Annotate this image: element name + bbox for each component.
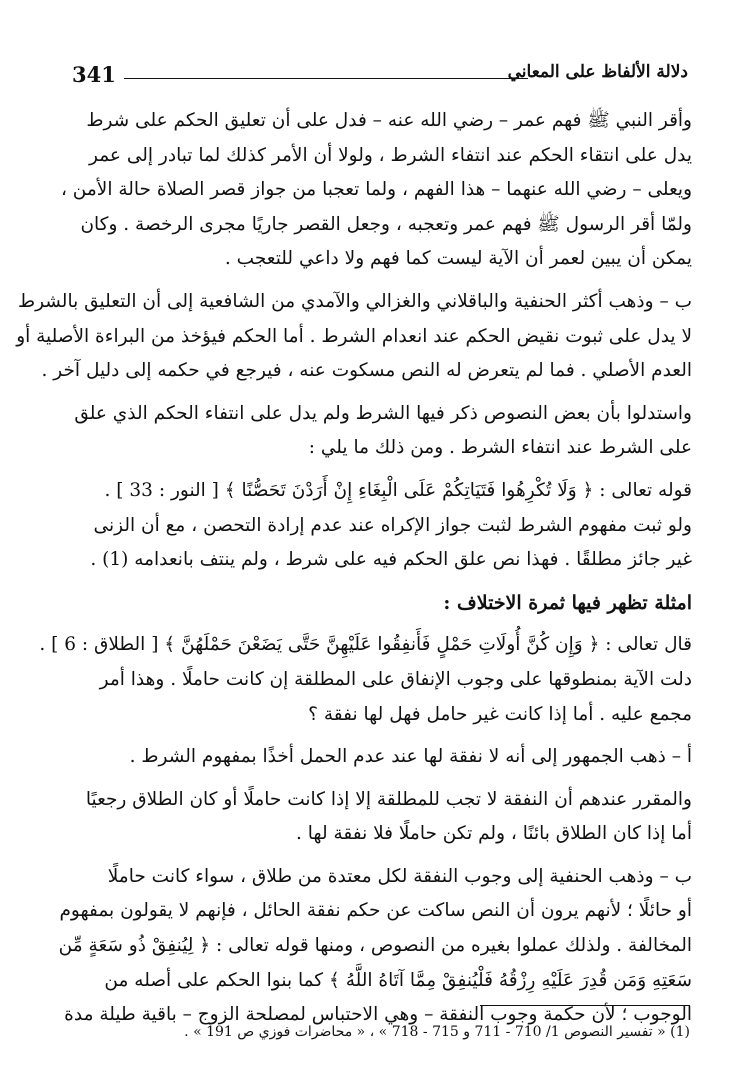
text-line: العدم الأصلي . فما لم يتعرض له النص مسكوت عنه ، فيرجع في حكمه إلى دليل آخر . [41,360,692,382]
text-line: مجمع عليه . أما إذا كانت غير حامل فهل لها نفقة ؟ [308,703,692,725]
paragraph-gap [70,852,692,860]
footnote: (1) « تفسير النصوص 1/ 710 - 711 و 715 - 718 » ، « محاضرات فوزي ص 191 » . [184,1024,690,1040]
quran-verse-line: قال تعالى : ﴿ وَإِن كُنَّ أُولَاتِ حَمْلٍ فَأَنفِقُوا عَلَيْهِنَّ حَتَّى يَضَعْنَ حَمْلَهُنَّ ﴾ [ الطلاق : 6 ] . [39,634,692,656]
text-line: على الشرط عند انتفاء الشرط . ومن ذلك ما يلي : [308,437,692,459]
text-line: يمكن أن يبين لعمر أن الآية ليست كما فهم ولا داعي للتعجب . [224,248,692,270]
footnote-rule [480,1005,690,1006]
text-line: يدل على انتقاء الحكم عند انتفاء الشرط ، ولولا أن الأمر كذلك لما تبادر إلى عمر [89,144,692,166]
paragraph-gap [70,389,692,397]
page-body [16,104,692,1033]
text-line: واستدلوا بأن بعض النصوص ذكر فيها الشرط ولم يدل على انتفاء الحكم الذي علق [74,402,692,424]
text-line: دلت الآية بمنطوقها على وجوب الإنفاق على المطلقة إن كانت حاملًا . وهذا أمر [99,668,692,690]
text-line: أ – ذهب الجمهور إلى أنه لا نفقة لها عند عدم الحمل أخذًا بمفهوم الشرط . [129,746,692,768]
text-line: والمقرر عندهم أن النفقة لا تجب للمطلقة إلا إذا كانت حاملًا أو كان الطلاق رجعيًا [85,788,692,810]
paragraph-gap [70,578,692,586]
text-line: أو حائلًا ؛ لأنهم يرون أن النص ساكت عن حكم نفقة الحائل ، فإنهم لا يقولون بمفهوم [59,900,692,922]
text-line: ب – وذهب أكثر الحنفية والباقلاني والغزالي والآمدي من الشافعية إلى أن التعليق بالشرط [17,290,692,312]
header-rule [124,78,528,79]
page-number: 341 [72,62,116,87]
section-heading: امثلة تظهر فيها ثمرة الاختلاف : [443,591,692,614]
text-line: لا يدل على ثبوت نقيض الحكم عند انعدام الشرط . أما الحكم فيؤخذ من البراءة الأصلية أو [16,325,692,347]
paragraph-gap [70,466,692,474]
text-line: الوجوب ؛ لأن حكمة وجوب النفقة – وهي الاحتباس لمصلحة الزوج – باقية طيلة مدة [64,1004,692,1026]
text-line: ب – وذهب الحنفية إلى وجوب النفقة لكل معتدة من طلاق ، سواء كانت حاملًا [107,865,692,887]
text-line: ولو ثبت مفهوم الشرط لثبت جواز الإكراه عند عدم إرادة التحصن ، مع أن الزنى [93,514,692,536]
text-line: المخالفة . ولذلك عملوا بغيره من النصوص ، ومنها قوله تعالى : ﴿ لِيُنفِقْ ذُو سَعَةٍ مِّن [58,935,692,957]
quran-verse-line: سَعَتِهِ وَمَن قُدِرَ عَلَيْهِ رِزْقُهُ فَلْيُنفِقْ مِمَّا آتَاهُ اللَّهُ ﴾ كما بنوا الحكم على أصله من [104,969,692,991]
quran-verse-line: قوله تعالى : ﴿ وَلَا تُكْرِهُوا فَتَيَاتِكُمْ عَلَى الْبِغَاءِ إِنْ أَرَدْنَ تَحَصُّنًا ﴾ [ النور : 33 ] . [104,479,692,501]
text-line: ويعلى – رضي الله عنهما – هذا الفهم ، ولما تعجبا من جواز قصر الصلاة حالة الأمن ، [60,179,692,201]
running-title: دلالة الألفاظ على المعاني [507,62,688,82]
page-header [72,58,688,92]
paragraph-gap [70,775,692,783]
text-line: وأقر النبي ﷺ فهم عمر – رضي الله عنه – فدل على أن تعليق الحكم على شرط [86,110,692,131]
text-line: أما إذا كان الطلاق بائنًا ، ولم تكن حاملًا فلا نفقة لها . [296,823,692,845]
text-line: غير جائز مطلقًا . فهذا نص علق الحكم فيه على شرط ، ولم ينتف بانعدامه (1) . [90,549,692,571]
paragraph-gap [70,732,692,740]
paragraph-gap [70,277,692,285]
paragraph-gap [70,620,692,628]
text-line: ولمّا أقر الرسول ﷺ فهم عمر وتعجبه ، وجعل القصر جاريًا مجرى الرخصة . وكان [80,213,692,235]
